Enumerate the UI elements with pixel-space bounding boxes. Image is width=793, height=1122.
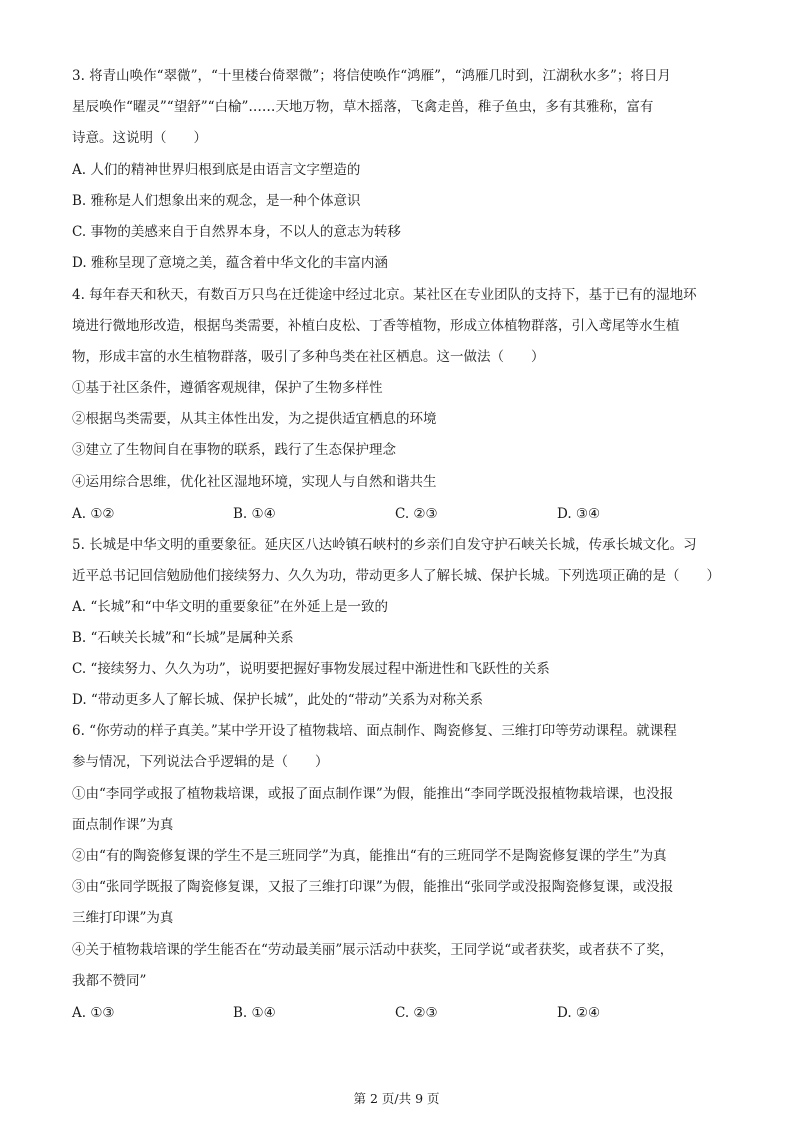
- q6-statement-4-line-2: 我都不赞同”: [72, 973, 147, 989]
- q6-statement-1-line-2: 面点制作课”为真: [72, 817, 174, 833]
- q5-stem-line-2: 近平总书记回信勉励他们接续努力、久久为功，带动更多人了解长城、保护长城。下列选项正确的是（ ）: [72, 568, 720, 584]
- q5-option-a: A. “长城”和“中华文明的重要象征”在外延上是一致的: [72, 599, 388, 615]
- q3-option-d: D. 雅称呈现了意境之美，蕴含着中华文化的丰富内涵: [72, 255, 388, 271]
- q3-option-b: B. 雅称是人们想象出来的观念，是一种个体意识: [72, 193, 361, 209]
- q4-stem-line-1: 4. 每年春天和秋天，有数百万只鸟在迁徙途中经过北京。某社区在专业团队的支持下，基于已有的湿地环: [72, 287, 697, 303]
- q6-stem-line-2: 参与情况，下列说法合乎逻辑的是（ ）: [72, 754, 329, 770]
- q3-option-a: A. 人们的精神世界归根到底是由语言文字塑造的: [72, 162, 361, 178]
- q5-stem-line-1: 5. 长城是中华文明的重要象征。延庆区八达岭镇石峡村的乡亲们自发守护石峡关长城，传承长城文化。习: [72, 537, 697, 553]
- q4-option-a: A. ①②: [72, 506, 115, 522]
- q6-option-a: A. ①③: [72, 1005, 115, 1021]
- q4-statement-3: ③建立了生物间自在事物的联系，践行了生态保护理念: [72, 442, 396, 458]
- q3-stem-line-3: 诗意。这说明（ ）: [72, 130, 207, 146]
- q6-statement-3-line-2: 三维打印课”为真: [72, 910, 174, 926]
- q4-stem-line-3: 物，形成丰富的水生植物群落，吸引了多种鸟类在社区栖息。这一做法（ ）: [72, 349, 545, 365]
- q6-option-d: D. ②④: [557, 1005, 601, 1021]
- q4-option-b: B. ①④: [233, 506, 276, 522]
- q4-statement-4: ④运用综合思维，优化社区湿地环境，实现人与自然和谐共生: [72, 474, 437, 490]
- q5-option-c: C. “接续努力、久久为功”，说明要把握好事物发展过程中渐进性和飞跃性的关系: [72, 661, 550, 677]
- q5-option-b: B. “石峡关长城”和“长城”是属种关系: [72, 630, 294, 646]
- q3-option-c: C. 事物的美感来自于自然界本身，不以人的意志为转移: [72, 224, 401, 240]
- q4-statement-2: ②根据鸟类需要，从其主体性出发，为之提供适宜栖息的环境: [72, 411, 437, 427]
- page-number: 第 2 页/共 9 页: [353, 1091, 440, 1106]
- q4-stem-line-2: 境进行微地形改造，根据鸟类需要，补植白皮松、丁香等植物，形成立体植物群落，引入鸢尾等水生植: [72, 318, 680, 334]
- q6-statement-3-line-1: ③由“张同学既报了陶瓷修复课，又报了三维打印课”为假，能推出“张同学或没报陶瓷修复课，或没报: [72, 879, 674, 895]
- q3-stem-line-1: 3. 将青山唤作“翠微”，“十里楼台倚翠微”；将信使唤作“鸿雁”，“鸿雁几时到，江湖秋水多”；将日月: [72, 68, 671, 84]
- q6-statement-1-line-1: ①由“李同学或报了植物栽培课，或报了面点制作课”为假，能推出“李同学既没报植物栽培课，也没报: [72, 786, 674, 802]
- q5-option-d: D. “带动更多人了解长城、保护长城”，此处的“带动”关系为对称关系: [72, 692, 484, 708]
- q6-option-c: C. ②③: [395, 1005, 438, 1021]
- q6-option-b: B. ①④: [233, 1005, 276, 1021]
- q3-stem-line-2: 星辰唤作“曜灵”“望舒”“白榆”……天地万物，草木摇落，飞禽走兽，稚子鱼虫，多有其雅称，富有: [72, 99, 654, 115]
- q6-statement-2: ②由“有的陶瓷修复课的学生不是三班同学”为真，能推出“有的三班同学不是陶瓷修复课的学生”为真: [72, 848, 667, 864]
- q4-statement-1: ①基于社区条件，遵循客观规律，保护了生物多样性: [72, 380, 383, 396]
- q4-option-c: C. ②③: [395, 506, 438, 522]
- q6-stem-line-1: 6. “你劳动的样子真美。”某中学开设了植物栽培、面点制作、陶瓷修复、三维打印等劳动课程。就课程: [72, 723, 677, 739]
- q6-statement-4-line-1: ④关于植物栽培课的学生能否在“劳动最美丽”展示活动中获奖，王同学说“或者获奖，或者获不了奖，: [72, 942, 674, 958]
- q4-option-d: D. ③④: [557, 506, 601, 522]
